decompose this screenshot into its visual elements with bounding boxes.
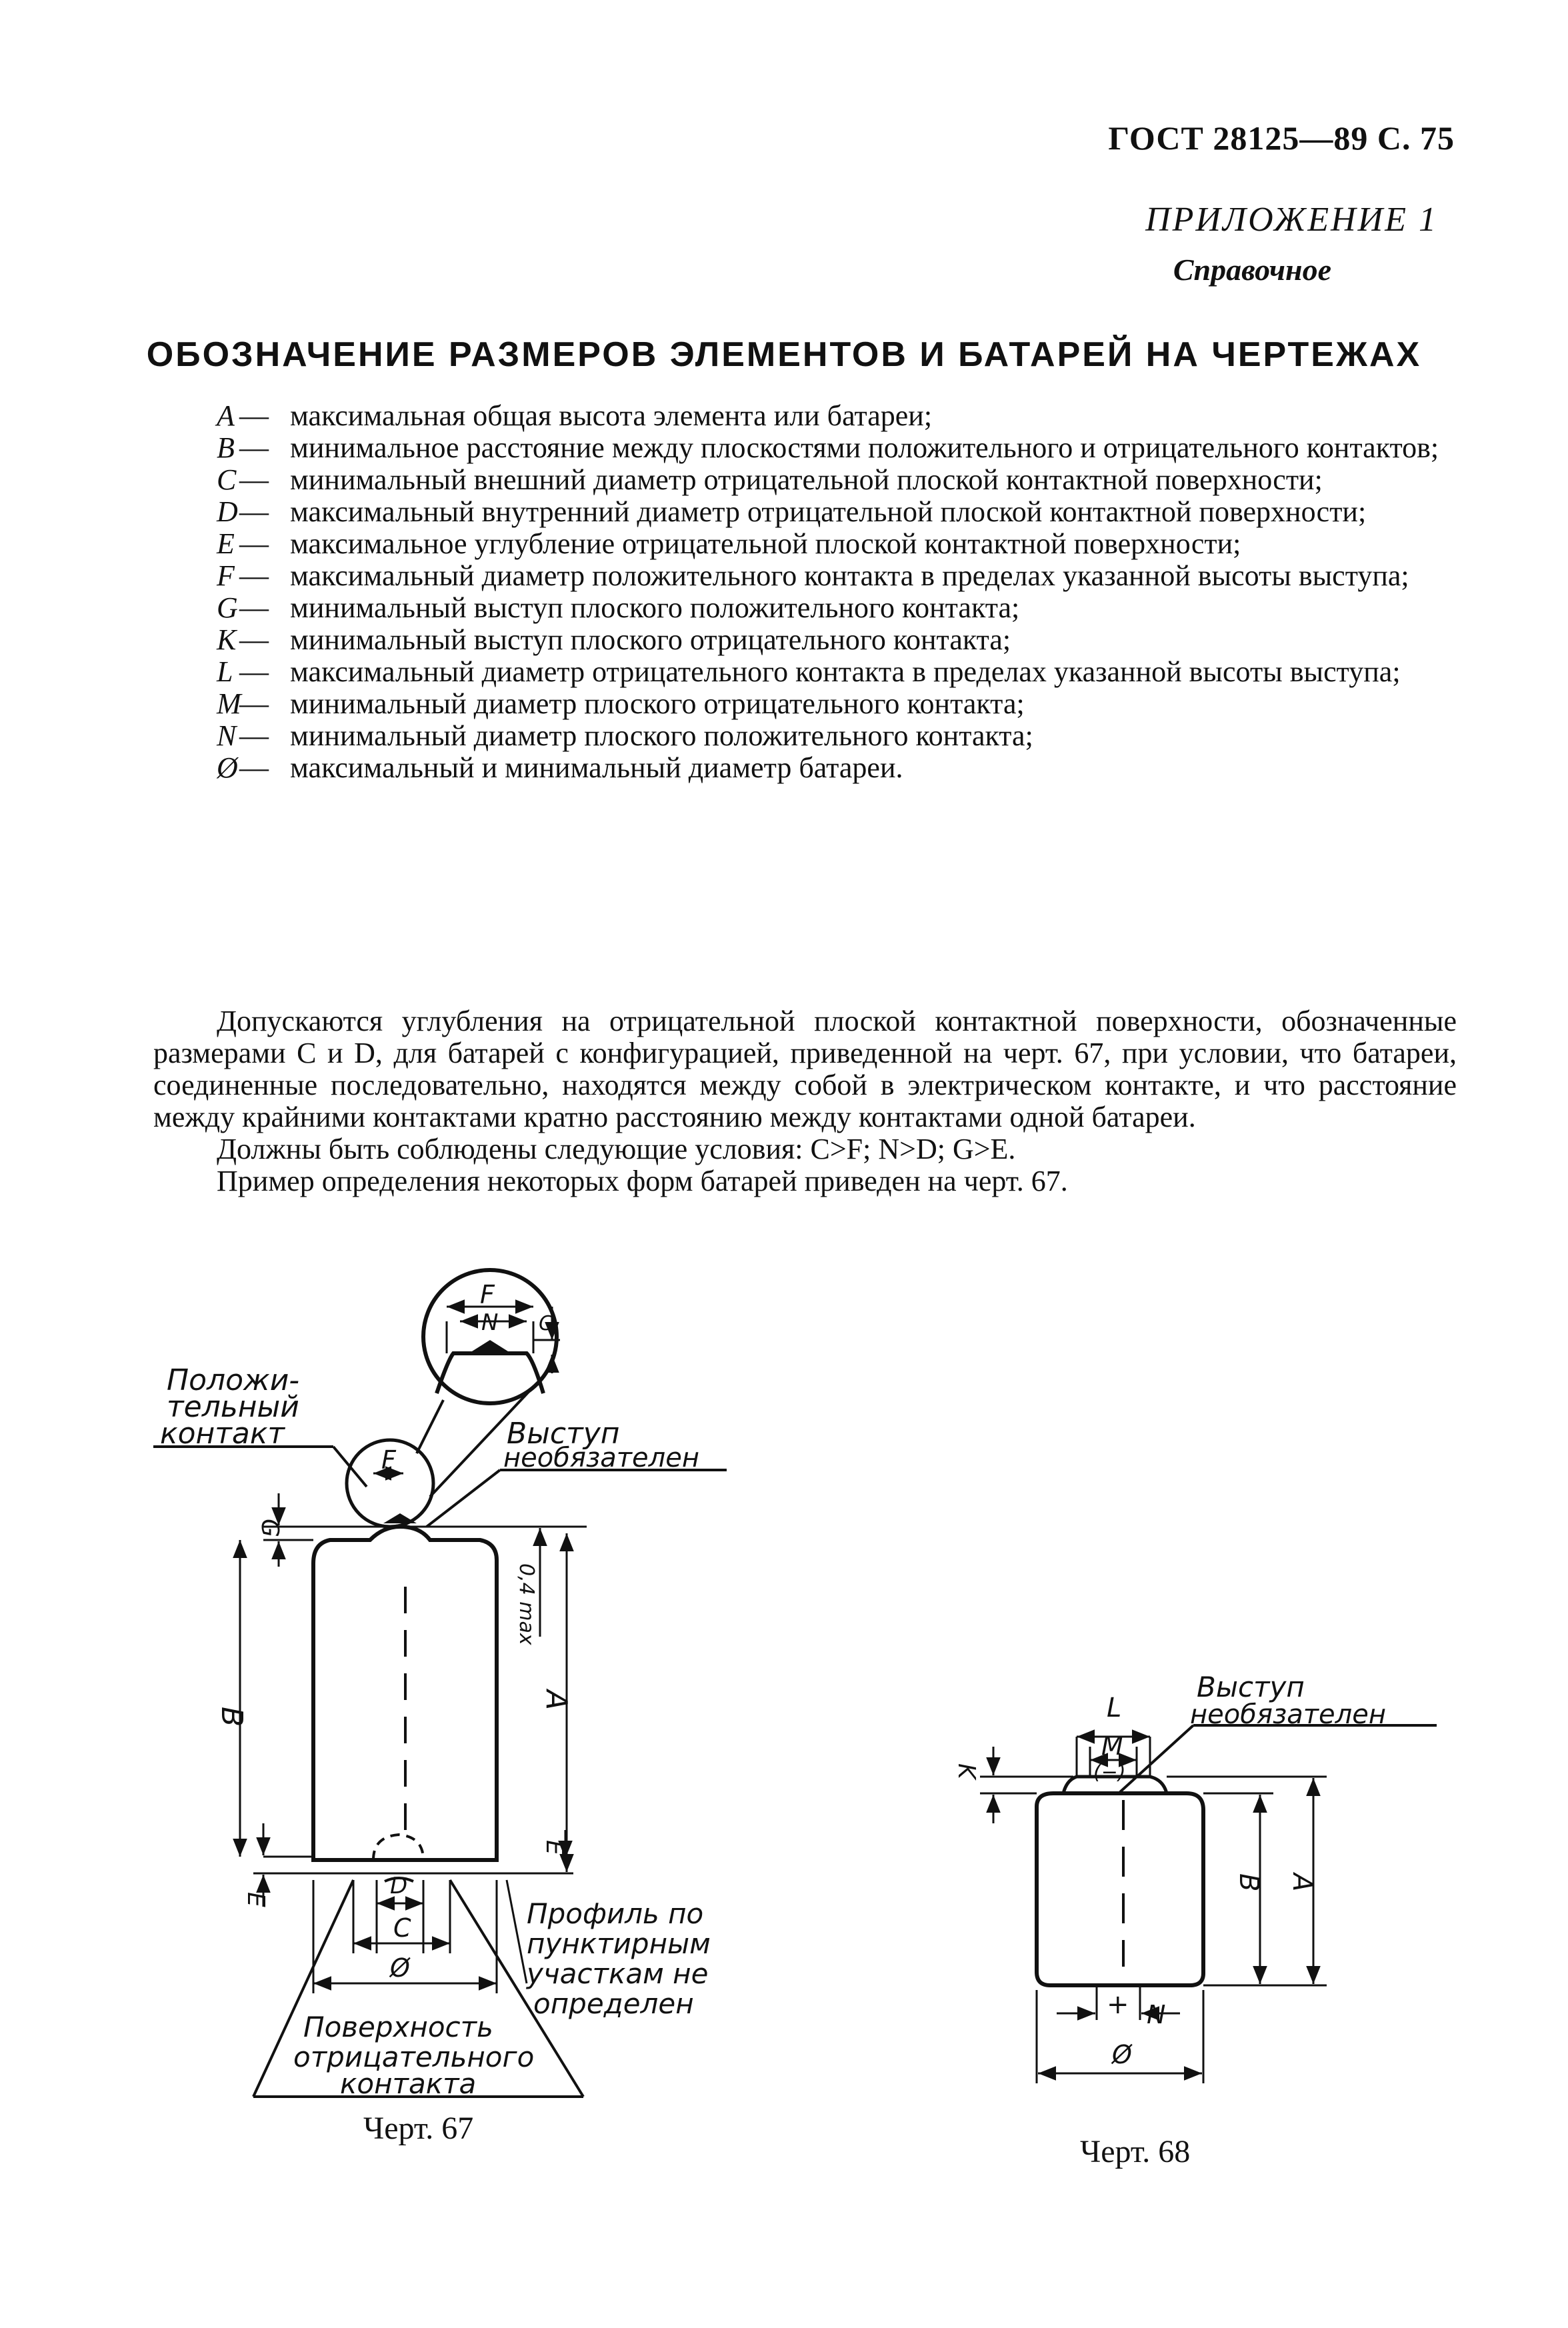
figure-67-caption: Черт. 67: [363, 2111, 474, 2146]
definition-letter: C: [217, 463, 237, 496]
definition-item: F — максимальный диаметр положительного контакта в пределах указанной высоты выступа;: [217, 559, 1409, 592]
label-optional-68-2: необязателен: [1190, 1699, 1386, 1730]
definition-text: минимальный диаметр плоского отрицательного контакта;: [290, 687, 1025, 720]
definition-text: минимальный выступ плоского отрицательного контакта;: [290, 623, 1011, 656]
definition-letter: F: [217, 559, 235, 592]
definition-letter: N: [217, 719, 237, 752]
page-title: ОБОЗНАЧЕНИЕ РАЗМЕРОВ ЭЛЕМЕНТОВ И БАТАРЕЙ НА ЧЕРТЕЖАХ: [146, 335, 1422, 374]
definition-letter: D: [217, 495, 238, 528]
dim-d: D: [390, 1873, 408, 1899]
dim-diameter: Ø: [390, 1953, 410, 1983]
definition-text: максимальный и минимальный диаметр батареи.: [290, 751, 903, 784]
label-profile-2: пунктирным: [527, 1927, 711, 1960]
dim-e-right: E: [541, 1840, 568, 1855]
label-positive-2: тельный: [167, 1390, 299, 1424]
dim-minus: (−): [1093, 1761, 1126, 1784]
label-profile-1: Профиль по: [527, 1897, 704, 1930]
definition-item: L — максимальный диаметр отрицательного контакта в пределах указанной высоты выступа;: [217, 655, 1401, 688]
dim-c: C: [393, 1913, 411, 1943]
paragraph: Должны быть соблюдены следующие условия: C>F; N>D; G>E.: [217, 1133, 1016, 1165]
definition-item: Ø — максимальный и минимальный диаметр батареи.: [217, 751, 903, 784]
dim-max: 0,4 max: [515, 1563, 538, 1645]
dim-k: K: [953, 1763, 980, 1779]
definition-letter: A: [217, 399, 235, 432]
definition-letter: G: [217, 591, 238, 624]
dim-a: A: [539, 1690, 573, 1711]
definition-text: максимальный диаметр положительного контакта в пределах указанной высоты выступа;: [290, 559, 1409, 592]
cell-68-body: [1037, 1793, 1203, 1985]
dim-l: L: [1107, 1693, 1122, 1723]
label-positive-1: Положи-: [167, 1363, 300, 1397]
definition-text: максимальное углубление отрицательной плоской контактной поверхности;: [290, 527, 1241, 560]
label-positive-3: контакт: [160, 1417, 285, 1451]
dim-e-left: E: [242, 1892, 269, 1907]
label-optional-68-1: Выступ: [1197, 1671, 1305, 1703]
dim-f: F: [381, 1445, 396, 1475]
definition-letter: M: [217, 687, 241, 720]
dim-b: B: [215, 1707, 249, 1727]
dim-b-68: B: [1233, 1873, 1264, 1892]
definition-item: C — минимальный внешний диаметр отрицательной плоской контактной поверхности;: [217, 463, 1323, 496]
definition-text: минимальный диаметр плоского положительного контакта;: [290, 719, 1033, 752]
label-profile-4: определен: [533, 1987, 694, 2020]
label-surface-1: Поверхность: [303, 2011, 493, 2043]
definition-letter: E: [217, 527, 235, 560]
definition-item: B — минимальное расстояние между плоскостями положительного и отрицательного контактов;: [217, 431, 1439, 464]
appendix-type: Справочное: [1173, 253, 1331, 287]
paragraph: Допускаются углубления на отрицательной плоской контактной поверхности, обозначенные размерами C и D, для батарей с конфигурацией, приведенной на черт. 67, при условии, что батареи, соединенные последовательно, находятся между собой в электрическом контакте, и что расстояние между крайними контактами кратно расстоянию между контактами одной батареи.: [153, 1005, 1457, 1133]
definition-text: максимальная общая высота элемента или батареи;: [290, 399, 933, 432]
definition-letter: K: [217, 623, 237, 656]
figure-68-caption: Черт. 68: [1080, 2134, 1191, 2169]
definition-item: D — максимальный внутренний диаметр отрицательной плоской контактной поверхности;: [217, 495, 1367, 528]
dim-a-68: A: [1287, 1873, 1317, 1892]
definition-text: максимальный диаметр отрицательного контакта в пределах указанной высоты выступа;: [290, 655, 1401, 688]
body-text: [153, 1005, 1457, 1197]
dim-f-detail: F: [480, 1280, 495, 1309]
definition-list: [217, 400, 1457, 784]
bottom-recess: [373, 1835, 423, 1860]
dim-m: M: [1101, 1731, 1123, 1761]
definition-item: E — максимальное углубление отрицательной плоской контактной поверхности;: [217, 527, 1241, 560]
label-optional-1: Выступ: [507, 1417, 620, 1451]
dim-n-68: N: [1147, 2000, 1166, 2029]
definition-item: A — максимальная общая высота элемента или батареи;: [217, 399, 933, 432]
definition-text: максимальный внутренний диаметр отрицательной плоской контактной поверхности;: [290, 495, 1367, 528]
definition-item: K — минимальный выступ плоского отрицательного контакта;: [217, 623, 1011, 656]
paragraph: Пример определения некоторых форм батарей приведен на черт. 67.: [217, 1165, 1068, 1197]
dim-n-detail: N: [481, 1309, 499, 1336]
dim-diameter-68: Ø: [1112, 2040, 1132, 2069]
label-profile-3: участкам не: [527, 1957, 709, 1990]
label-surface-2: отрицательного: [293, 2041, 535, 2073]
figure-68-labels: [953, 1671, 1386, 2069]
document-header: ГОСТ 28125—89 С. 75: [1108, 119, 1455, 157]
definition-text: минимальное расстояние между плоскостями положительного и отрицательного контактов;: [290, 431, 1439, 464]
dim-plus: +: [1107, 1989, 1129, 2020]
definition-item: N — минимальный диаметр плоского положительного контакта;: [217, 719, 1033, 752]
dim-g-detail: G: [539, 1312, 555, 1335]
appendix-label: ПРИЛОЖЕНИЕ 1: [1145, 201, 1438, 239]
label-surface-3: контакта: [340, 2067, 477, 2100]
figure-67-labels: [160, 1280, 711, 2100]
label-optional-2: необязателен: [503, 1443, 699, 1473]
definition-letter: B: [217, 431, 235, 464]
technical-drawings: [0, 1240, 1568, 2107]
dim-g: G: [256, 1519, 283, 1537]
definition-item: M — минимальный диаметр плоского отрицательного контакта;: [217, 687, 1025, 720]
definition-item: G — минимальный выступ плоского положительного контакта;: [217, 591, 1020, 624]
definition-letter: Ø: [217, 751, 238, 784]
definition-text: минимальный внешний диаметр отрицательной плоской контактной поверхности;: [290, 463, 1323, 496]
definition-text: минимальный выступ плоского положительного контакта;: [290, 591, 1020, 624]
definition-letter: L: [217, 655, 233, 688]
figure-68: [980, 1725, 1437, 2083]
